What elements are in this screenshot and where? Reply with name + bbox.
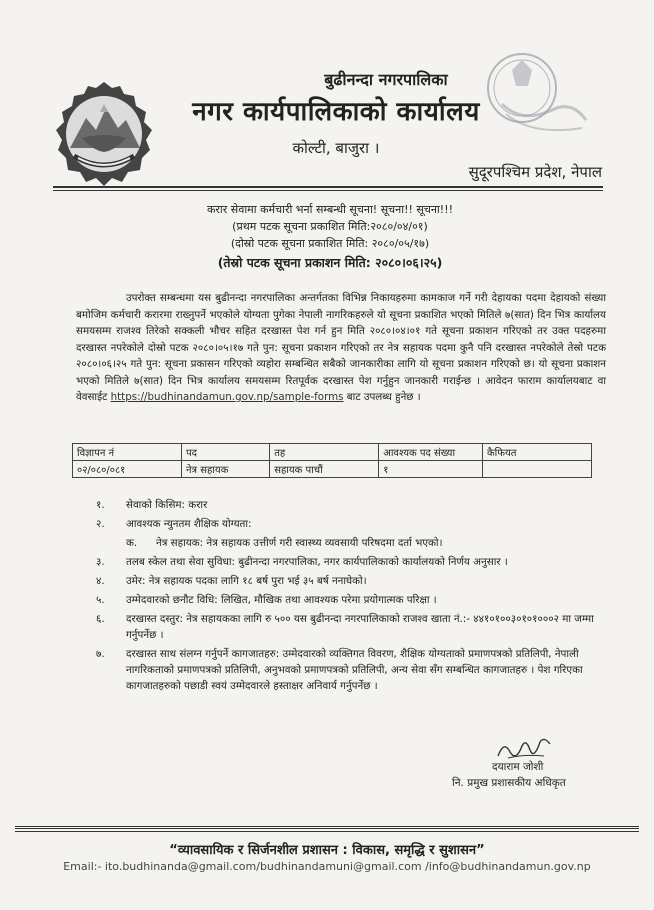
cell-level: सहायक पाचौं — [270, 461, 379, 478]
list-text: आवश्यक न्युनतम शैक्षिक योग्यता: — [126, 518, 252, 530]
list-item — [96, 573, 606, 589]
list-number: ४. — [96, 575, 105, 587]
municipality-name: बुढीनन्दा नगरपालिका — [324, 70, 448, 89]
notice-body — [76, 290, 606, 406]
list-item — [96, 611, 606, 643]
second-publish-date: (दोस्रो पटक सूचना प्रकाशित मिति: २०८०/०५/१७) — [230, 237, 430, 250]
list-number: २. — [96, 518, 105, 530]
list-item — [96, 646, 606, 694]
list-text: उमेर: नेत्र सहायक पदका लागि १८ बर्ष पुरा भई ३५ बर्ष ननाघेको। — [126, 575, 367, 587]
footer-divider-thin — [15, 831, 639, 832]
header-divider-thin — [53, 190, 603, 191]
list-number: ७. — [96, 648, 105, 660]
list-number: क. — [126, 537, 138, 549]
list-item — [96, 516, 606, 532]
cell-ad-number: ०२/०८०/०८१ — [73, 461, 182, 478]
list-text: सेवाको किसिम: करार — [126, 499, 208, 511]
list-subitem — [96, 535, 606, 551]
col-remarks: कैफियत — [482, 444, 591, 461]
cell-required-count: १ — [379, 461, 483, 478]
signer-name: दयाराम जोशी — [492, 761, 544, 773]
cell-post: नेत्र सहायक — [181, 461, 269, 478]
conditions-list — [96, 497, 606, 697]
list-number: ६. — [96, 613, 105, 625]
list-item — [96, 554, 606, 570]
footer-slogan: “व्यावसायिक र सिर्जनशील प्रशासन : विकास, समृद्धि र सुशासन” — [169, 843, 485, 858]
signer-title: नि. प्रमुख प्रशासकीय अधिकृत — [452, 777, 566, 789]
table-row — [73, 461, 592, 478]
notice-body-end: बाट उपलब्ध हुनेछ । — [343, 391, 421, 403]
first-publish-date: (प्रथम पटक सूचना प्रकाशित मिति:२०८०/०४/०१) — [232, 220, 428, 233]
col-required-count: आवश्यक पद संख्या — [379, 444, 483, 461]
footer-email[interactable]: Email:- ito.budhinanda@gmail.com/budhinandamuni@gmail.com /info@budhinandamun.gov.np — [63, 860, 591, 873]
list-text: दरखास्त दस्तुर: नेत्र सहायकका लागि रु ५०० यस बुढीनन्दा नगरपालिकाको राजश्व खाता नं.:- ४४१०१००३०१०१०००२ मा जम्मा गर्नुपर्नेछ । — [126, 613, 594, 641]
notice-title: करार सेवामा कर्मचारी भर्ना सम्बन्धी सूचना! सूचना!! सूचना!!! — [206, 203, 454, 216]
list-number: १. — [96, 499, 105, 511]
list-text: उम्मेदवारको छनौट विधि: लिखित, मौखिक तथा आवश्यक परेमा प्रयोगात्मक परिक्षा । — [126, 594, 437, 606]
list-text: नेत्र सहायक: नेत्र सहायक उत्तीर्ण गरी स्वास्थ्य व्यवसायी परिषदमा दर्ता भएको। — [156, 537, 443, 549]
office-location: कोल्टी, बाजुरा । — [292, 139, 380, 157]
list-item — [96, 497, 606, 513]
nepal-emblem-logo — [52, 78, 156, 190]
list-number: ५. — [96, 594, 105, 606]
list-text: तलब स्केल तथा सेवा सुविधा: बुढीनन्दा नगरपालिका, नगर कार्यपालिकाको कार्यालयको निर्णय अनुसार । — [126, 556, 508, 568]
sample-forms-link[interactable]: https://budhinandamun.gov.np/sample-forms — [110, 391, 344, 403]
list-text: दरखास्त साथ संलग्न गर्नुपर्ने कागजातहरु: उम्मेदवारको व्यक्तिगत विवरण, शैक्षिक योग्यताको प्रमाणपत्रको प्रतिलिपी, नेपाली नागरिकताको प्रमाणपत्रको प्रतिलिपी, अनुभवको प्रमाणपत्रको प्रतिलिपी, अन्य सेवा सँग सम्बन्धित कागजातहरु । पेश गरिएका कागजातहरुको पछाडी स्वयं उम्मेदवारले हस्ताक्षर अनिवार्य गर्नुपर्नेछ । — [126, 648, 583, 692]
list-item — [96, 592, 606, 608]
list-number: ३. — [96, 556, 105, 568]
col-level: तह — [270, 444, 379, 461]
col-post: पद — [181, 444, 269, 461]
header-divider — [53, 186, 603, 188]
notice-body-text: उपरोक्त सम्बन्धमा यस बुढीनन्दा नगरपालिका अन्तर्गतका विभिन्न निकायहरुमा कामकाज गर्ने गरी देहायका पदमा देहायको संख्या बमोजिम कर्मचारी करारमा राख्नुपर्ने भएकोले योग्यता पुगेका नेपाली नागरिकहरुले यो सूचना प्रकाशित भएको मितिले ७(सात) दिन भित्र कार्यालय समयसम्म राजश्व तिरेको सक्कली भौचर सहित दरखास्त पेश गर्न हुन मिति २०८०।०४।०१ गते सूचना प्रकाशन गरिएको तर उक्त पदहरुमा दरखास्त नपरेकोले दोस्रो पटक २०८०।०५।१७ गते पुन: सूचना प्रकाशन गरिएको तर नेत्र सहायक पदमा कुनै पनि दरखास्त नपरेकोले तेस्रो पटक २०८०।०६।२५ गते पुन: सूचना प्रकासन गरिएको व्यहोरा सम्बन्धित सबैको जानकारीका लागि यो सूचना प्रकाशन गरिएको छ। यो सूचना प्रकाशन भएको मितिले ७(सात) दिन भित्र कार्यालय समयसम्म रितपूर्वक दरखास्त पेश गर्नुहुन जानकारी गराईन्छ । आवेदन फाराम कार्यालयबाट वा वेवसाईट — [76, 292, 606, 403]
cell-remarks — [482, 461, 591, 478]
third-publish-date: (तेस्रो पटक सूचना प्रकाशन मिति: २०८०।०६।२५) — [217, 255, 443, 270]
province-name: सुदूरपश्चिम प्रदेश, नेपाल — [468, 163, 602, 181]
vacancy-table — [72, 443, 592, 478]
office-name: नगर कार्यपालिकाको कार्यालय — [192, 97, 480, 127]
col-ad-number: विज्ञापन नं — [73, 444, 182, 461]
table-header-row — [73, 444, 592, 461]
footer-divider — [15, 826, 639, 829]
